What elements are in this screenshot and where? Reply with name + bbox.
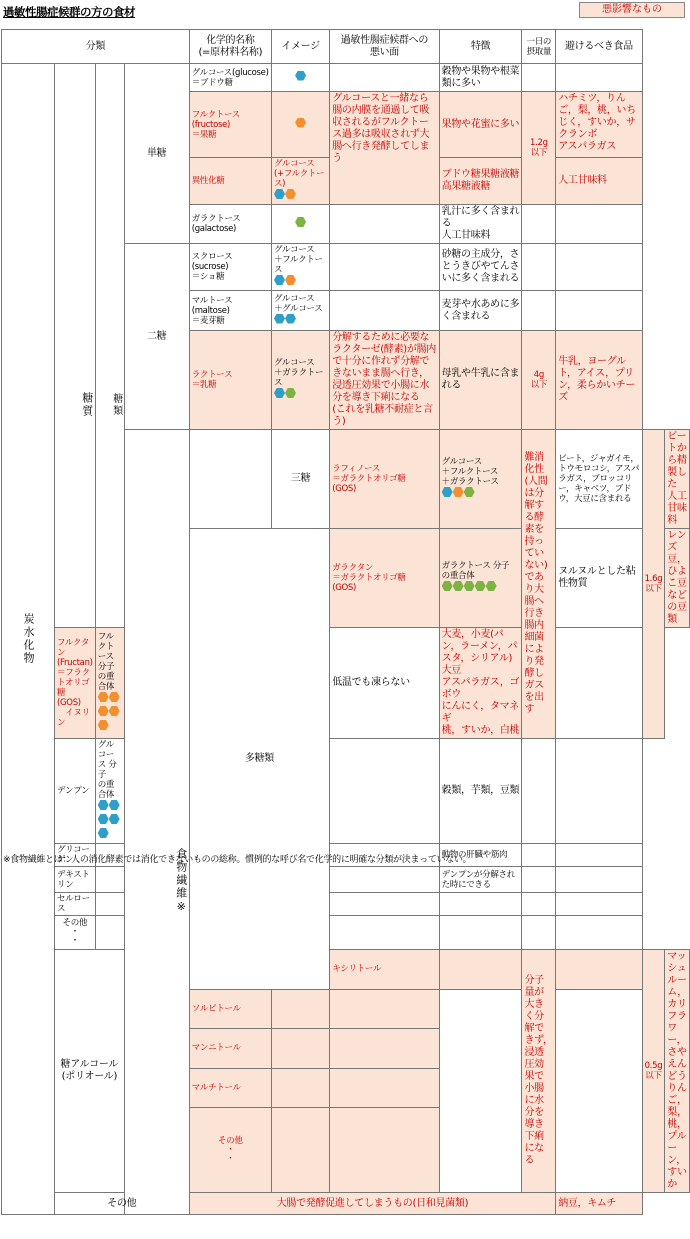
alcohol-image xyxy=(271,1068,329,1108)
alcohol-intake: 0.5g 以下 xyxy=(642,950,665,1193)
lactose-avoid: 牛乳，ヨーグルト，アイス，プリン，柔らかいチーズ xyxy=(556,331,642,430)
category-sugar: 糖質 xyxy=(55,64,96,628)
sucrose-image-label: グルコース ＋フルクトース xyxy=(273,245,323,275)
fructose-hex-icon xyxy=(453,487,464,497)
galactose-image xyxy=(271,205,329,244)
glucose-name: グルコース xyxy=(191,67,233,78)
lactose-alt: ＝乳糖 xyxy=(191,380,217,390)
sugars-blank xyxy=(189,430,271,529)
lactose-image-label: グルコース ＋ガラクトース xyxy=(273,358,324,388)
category-carb: 炭水化物 xyxy=(2,64,55,1215)
glucose-hex-icon xyxy=(98,800,109,810)
alcohol-item: マルチトール xyxy=(189,1068,271,1108)
alcohol-feature xyxy=(330,1068,439,1108)
fructose-hex-icon xyxy=(295,118,306,128)
cellulose-ibs xyxy=(330,893,439,916)
glucose-hex-icon xyxy=(442,487,453,497)
fructose-hex-icon xyxy=(98,720,109,730)
starch-feature: 穀類，芋類，豆類 xyxy=(439,739,522,844)
galactose-name: ガラクトース xyxy=(191,214,241,224)
fructose-hex-icon xyxy=(285,275,296,285)
fructose-image xyxy=(271,92,329,158)
category-di: 二糖 xyxy=(124,244,189,430)
glucose-hex-icon xyxy=(285,314,296,324)
category-tri: 三糖 xyxy=(271,430,329,529)
lactose-name: ラクトース xyxy=(191,370,233,380)
starch-name: デンプン xyxy=(55,739,96,844)
alcohol-feature xyxy=(330,989,439,1029)
raffinose-avoid: ビートから精製した 人工甘味料 xyxy=(665,430,690,529)
dextrin-feature: デンプンが分解された時にできる xyxy=(439,867,522,893)
galactose-sub: (galactose) xyxy=(191,224,237,234)
glucose-hex-icon xyxy=(98,814,109,824)
lactose-intake: 4g 以下 xyxy=(522,331,556,430)
sucrose-sub: (sucrose) xyxy=(191,262,229,272)
alcohol-feature xyxy=(556,950,642,990)
poly-intake: 1.6g 以下 xyxy=(642,430,665,739)
dextrin-name: デキストリン xyxy=(55,867,96,893)
glucose-image xyxy=(271,64,329,92)
lactose-feature: 母乳や牛乳に含まれる xyxy=(439,331,522,430)
alcohol-avoid: マッシュルーム，カリフラワー，さやえんどう りんご，梨，桃，プルーン，すいか xyxy=(665,950,690,1193)
hfcs-avoid: 人工甘味料 xyxy=(556,158,642,205)
other-ibs: 大腸で発酵促進してしまうもの(日和見菌類) xyxy=(189,1193,556,1215)
galactan-name: ガラクタン ＝ガラクトオリゴ糖 (GOS) xyxy=(330,529,439,628)
glucose-feature: 穀物や果物や根菜類に多い xyxy=(439,64,522,92)
glucose-alt: ＝ブドウ糖 xyxy=(191,77,233,88)
raffinose-image xyxy=(439,430,522,529)
alcohol-ibs: 分子量が大きく分解できず，浸透圧効果で小腸に水分を導き下痢になる xyxy=(522,950,556,1193)
alcohol-item: キシリトール xyxy=(330,950,439,990)
glucose-sub: (glucose) xyxy=(232,67,269,78)
glucose-hex-icon xyxy=(274,388,285,398)
dextrin-ibs xyxy=(330,867,439,893)
hfcs-image-label: グルコース (+フルクトース) xyxy=(273,159,325,189)
fructan-image xyxy=(95,628,124,739)
hfcs-feature: ブドウ糖果糖液糖 高果糖液糖 xyxy=(439,158,522,205)
raffinose-name: ラフィノース ＝ガラクトオリゴ糖 (GOS) xyxy=(330,430,439,529)
fructan-image-label: フルクトース 分子 の重合体 xyxy=(97,632,115,692)
galactose-ibs xyxy=(330,205,439,244)
maltose-intake xyxy=(522,291,556,331)
maltose-avoid xyxy=(556,291,642,331)
cellulose-avoid xyxy=(556,893,642,916)
sucrose-image xyxy=(271,244,329,291)
row-sucrose-name xyxy=(189,244,271,291)
alcohol-feature xyxy=(330,1108,439,1193)
mono-avoid: ハチミツ，りんご，梨，桃，いちじく，すいか，サクランボ アスパラガス xyxy=(556,92,642,158)
poly-other-intake xyxy=(522,916,556,950)
fructose-sub: (fructose) xyxy=(191,119,231,130)
cellulose-image xyxy=(95,893,124,916)
sucrose-intake xyxy=(522,244,556,291)
starch-image xyxy=(95,739,124,844)
starch-avoid xyxy=(556,739,642,844)
maltose-alt: ＝麦芽糖 xyxy=(191,315,225,326)
galactose-hex-icon xyxy=(464,487,475,497)
mono-ibs: グルコースと一緒なら腸の内膜を通過して吸収されるがフルクトース過多は吸収されず大腸へ行き発酵してしまう xyxy=(330,92,439,205)
maltose-image-label: グルコース ＋グルコース xyxy=(273,293,323,314)
sucrose-alt: ＝ショ糖 xyxy=(191,272,225,282)
glucose-intake xyxy=(522,64,556,92)
legend-badge: 悪影響なもの xyxy=(579,2,685,18)
fructose-alt: ＝果糖 xyxy=(191,129,217,140)
starch-intake xyxy=(522,739,556,844)
hfcs-name: 異性化糖 xyxy=(189,158,271,205)
poly-other-avoid xyxy=(556,916,642,950)
glucose-hex-icon xyxy=(98,828,109,838)
fructose-hex-icon xyxy=(98,692,109,702)
header-intake: 一日の 摂取量 xyxy=(522,30,556,64)
fructose-name: フルクトース xyxy=(191,109,240,120)
maltose-ibs xyxy=(330,291,439,331)
galactose-intake xyxy=(522,205,556,244)
header-category: 分類 xyxy=(2,30,190,64)
glycogen-feature: 動物の肝臓や筋肉 xyxy=(439,844,522,867)
galactose-hex-icon xyxy=(464,581,475,591)
category-alcohol: 糖アルコール (ポリオール) xyxy=(55,950,125,1193)
galactose-hex-icon xyxy=(442,581,453,591)
maltose-image xyxy=(271,291,329,331)
poly-other-image xyxy=(95,916,124,950)
cellulose-name: セルロース xyxy=(55,893,96,916)
cellulose-feature xyxy=(439,893,522,916)
fructan-name: フルクタン(Fructan) ＝フラクトオリゴ糖 (GOS) イヌリン xyxy=(55,628,96,739)
galactose-hex-icon xyxy=(453,581,464,591)
glycogen-name: グリコーゲン xyxy=(55,844,96,867)
category-fiber: 食物繊維※ xyxy=(124,430,189,1215)
glucose-avoid xyxy=(556,64,642,92)
row-glucose-name xyxy=(189,64,271,92)
fructose-hex-icon xyxy=(109,692,120,702)
lactose-ibs: 分解するために必要なラクターゼ(酵素)が腸内で十分に作れず分解できないまま腸へ行き，浸透圧効果で小腸に水分を導き下痢になる (これを乳糖不耐症と言う) xyxy=(330,331,439,430)
glucose-hex-icon xyxy=(109,800,120,810)
dextrin-intake xyxy=(522,867,556,893)
category-sugars: 糖類 xyxy=(95,64,124,628)
other-avoid: 納豆，キムチ xyxy=(556,1193,642,1215)
header-feature: 特徴 xyxy=(439,30,522,64)
header-image: イメージ xyxy=(271,30,329,64)
dextrin-avoid xyxy=(556,867,642,893)
sucrose-name: スクロース xyxy=(191,252,233,262)
mono-intake: 1.2g 以下 xyxy=(522,92,556,205)
glucose-hex-icon xyxy=(295,71,306,81)
glucose-hex-icon xyxy=(274,189,285,199)
galactan-avoid: レンズ豆，ひよこ豆などの豆類 xyxy=(665,529,690,628)
alcohol-item: マンニトール xyxy=(189,1029,271,1069)
fructose-hex-icon xyxy=(285,189,296,199)
row-lactose-name xyxy=(189,331,271,430)
glycogen-avoid xyxy=(556,844,642,867)
galactose-hex-icon xyxy=(486,581,497,591)
glucose-ibs xyxy=(330,64,439,92)
fructose-hex-icon xyxy=(98,706,109,716)
alcohol-item: ソルビトール xyxy=(189,989,271,1029)
ibs-food-table xyxy=(1,29,690,1215)
dextrin-image xyxy=(95,867,124,893)
galactose-hex-icon xyxy=(475,581,486,591)
poly-other-ibs xyxy=(330,916,439,950)
starch-image-label: グルコース 分子 の重合体 xyxy=(97,740,117,800)
row-maltose-name xyxy=(189,291,271,331)
alcohol-other: その他 ・ ・ xyxy=(189,1108,271,1193)
row-fructose-name xyxy=(189,92,271,158)
sucrose-avoid xyxy=(556,244,642,291)
lactose-image xyxy=(271,331,329,430)
galactose-hex-icon xyxy=(285,388,296,398)
footnote: ※食物繊維とは：人の消化酵素では消化できないものの総称。慣例的な呼び名で化学的に明確な分類が決まっていない。 xyxy=(3,855,472,865)
header-avoid: 避けるべき食品 xyxy=(556,30,642,64)
cellulose-intake xyxy=(522,893,556,916)
row-galactose-name xyxy=(189,205,271,244)
galactose-avoid xyxy=(556,205,642,244)
category-poly: 多糖類 xyxy=(189,529,330,990)
glucose-hex-icon xyxy=(109,814,120,824)
hfcs-image xyxy=(271,158,329,205)
header-name: 化学的名称 (=原材料名称) xyxy=(189,30,271,64)
raffinose-feature: ビート，ジャガイモ，トウモロコシ，アスパラガス，ブロッコリー，キャベツ，ブドウ，大豆に含まれる xyxy=(556,430,642,529)
glucose-hex-icon xyxy=(274,314,285,324)
galactose-hex-icon xyxy=(295,217,306,227)
header-ibs: 過敏性腸症候群への 悪い面 xyxy=(330,30,439,64)
starch-ibs xyxy=(330,739,439,844)
galactan-feature: ヌルヌルとした粘性物質 xyxy=(556,529,642,628)
maltose-feature: 麦芽や水あめに多く含まれる xyxy=(439,291,522,331)
alcohol-image xyxy=(271,1029,329,1069)
page-title: 過敏性腸症候群の方の食材 xyxy=(3,5,135,19)
galactan-image xyxy=(439,529,522,628)
alcohol-feature xyxy=(330,1029,439,1069)
glycogen-intake xyxy=(522,844,556,867)
galactose-feature: 乳汁に多く含まれる 人工甘味料 xyxy=(439,205,522,244)
category-other: その他 xyxy=(55,1193,190,1215)
alcohol-image xyxy=(271,989,329,1029)
alcohol-image xyxy=(439,950,522,990)
fructan-feature: 低温でも凍らない xyxy=(330,628,439,739)
maltose-name: マルトース xyxy=(191,295,233,306)
category-mono: 単糖 xyxy=(124,64,189,244)
raffinose-image-label: グルコース ＋フルクトース ＋ガラクトース xyxy=(441,457,499,487)
alcohol-image xyxy=(271,1108,329,1193)
glucose-hex-icon xyxy=(274,275,285,285)
fructan-avoid: 大麦，小麦(パン，ラーメン，パスタ，シリアル) 大豆 アスパラガス，ゴボウ にんにく，タマネギ 桃，すいか，白桃 xyxy=(439,628,522,739)
fructose-feature: 果物や花蜜に多い xyxy=(439,92,522,158)
fructose-hex-icon xyxy=(109,706,120,716)
maltose-sub: (maltose) xyxy=(191,305,230,316)
poly-other-feature xyxy=(439,916,522,950)
sucrose-ibs xyxy=(330,244,439,291)
sucrose-feature: 砂糖の主成分，さとうきびやてんさいに多く含まれる xyxy=(439,244,522,291)
poly-other-name: その他 ・ ・ xyxy=(55,916,96,950)
galactan-image-label: ガラクトース 分子 の重合体 xyxy=(441,561,510,581)
poly-ibs: 難消化性(人間は分解する酵素を持っていない)であり大腸へ行き腸内細菌により発酵しガスを出す xyxy=(522,430,556,739)
